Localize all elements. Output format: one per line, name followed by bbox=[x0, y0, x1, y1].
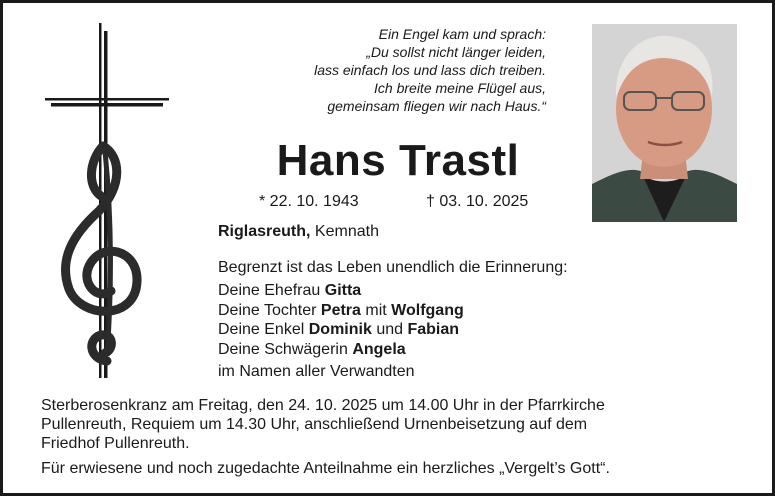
relation-label: Deine Ehefrau bbox=[218, 282, 321, 299]
relation-label: Deine Tochter bbox=[218, 301, 317, 319]
thanks-line: Für erwiesene und noch zugedachte Anteilnahme ein herzliches „Vergelt’s Gott“. bbox=[41, 460, 610, 477]
residence-town: Riglasreuth, bbox=[218, 223, 311, 240]
residence-region: Kemnath bbox=[314, 223, 379, 240]
poem-line: lass einfach los und lass dich treiben. bbox=[314, 62, 546, 78]
relation-label: Deine Schwägerin bbox=[218, 340, 348, 358]
cross-with-treble-clef-icon bbox=[41, 21, 171, 381]
life-dates bbox=[259, 193, 529, 211]
poem-line: Ich breite meine Flügel aus, bbox=[374, 80, 546, 96]
relative-name: Petra bbox=[320, 301, 361, 319]
relatives-note: im Namen aller Verwandten bbox=[218, 363, 415, 380]
family-list bbox=[218, 281, 464, 359]
relative-name: Fabian bbox=[407, 321, 460, 338]
poem-line: „Du sollst nicht länger leiden, bbox=[366, 44, 546, 60]
relative-name: Angela bbox=[352, 340, 406, 358]
deceased-name: Hans Trastl bbox=[276, 136, 520, 185]
relative-name: Wolfgang bbox=[391, 301, 464, 319]
service-line: Friedhof Pullenreuth. bbox=[41, 435, 190, 452]
family-line-wife bbox=[218, 281, 464, 301]
motto: Begrenzt ist das Leben unendlich die Erinnerung: bbox=[218, 259, 568, 276]
family-line-grandchildren bbox=[218, 320, 464, 340]
death-date: † 03. 10. 2025 bbox=[426, 193, 529, 210]
joiner: und bbox=[376, 321, 404, 338]
service-line: Pullenreuth, Requiem um 14.30 Uhr, anschließend Urnenbeisetzung auf dem bbox=[41, 416, 588, 433]
portrait-photo bbox=[592, 24, 737, 222]
joiner: mit bbox=[365, 301, 387, 319]
relation-label: Deine Enkel bbox=[218, 321, 305, 338]
relative-name: Gitta bbox=[324, 282, 362, 299]
poem bbox=[246, 25, 546, 115]
birth-date: * 22. 10. 1943 bbox=[259, 193, 359, 210]
residence bbox=[218, 223, 379, 241]
poem-line: gemeinsam fliegen wir nach Haus.“ bbox=[327, 98, 546, 114]
family-line-daughter bbox=[218, 301, 464, 321]
service-info bbox=[41, 396, 741, 453]
poem-line: Ein Engel kam und sprach: bbox=[378, 26, 546, 42]
service-line: Sterberosenkranz am Freitag, den 24. 10. 2025 um 14.00 Uhr in der Pfarrkirche bbox=[41, 397, 605, 414]
relative-name: Dominik bbox=[308, 321, 372, 338]
family-line-sister-in-law bbox=[218, 340, 464, 360]
